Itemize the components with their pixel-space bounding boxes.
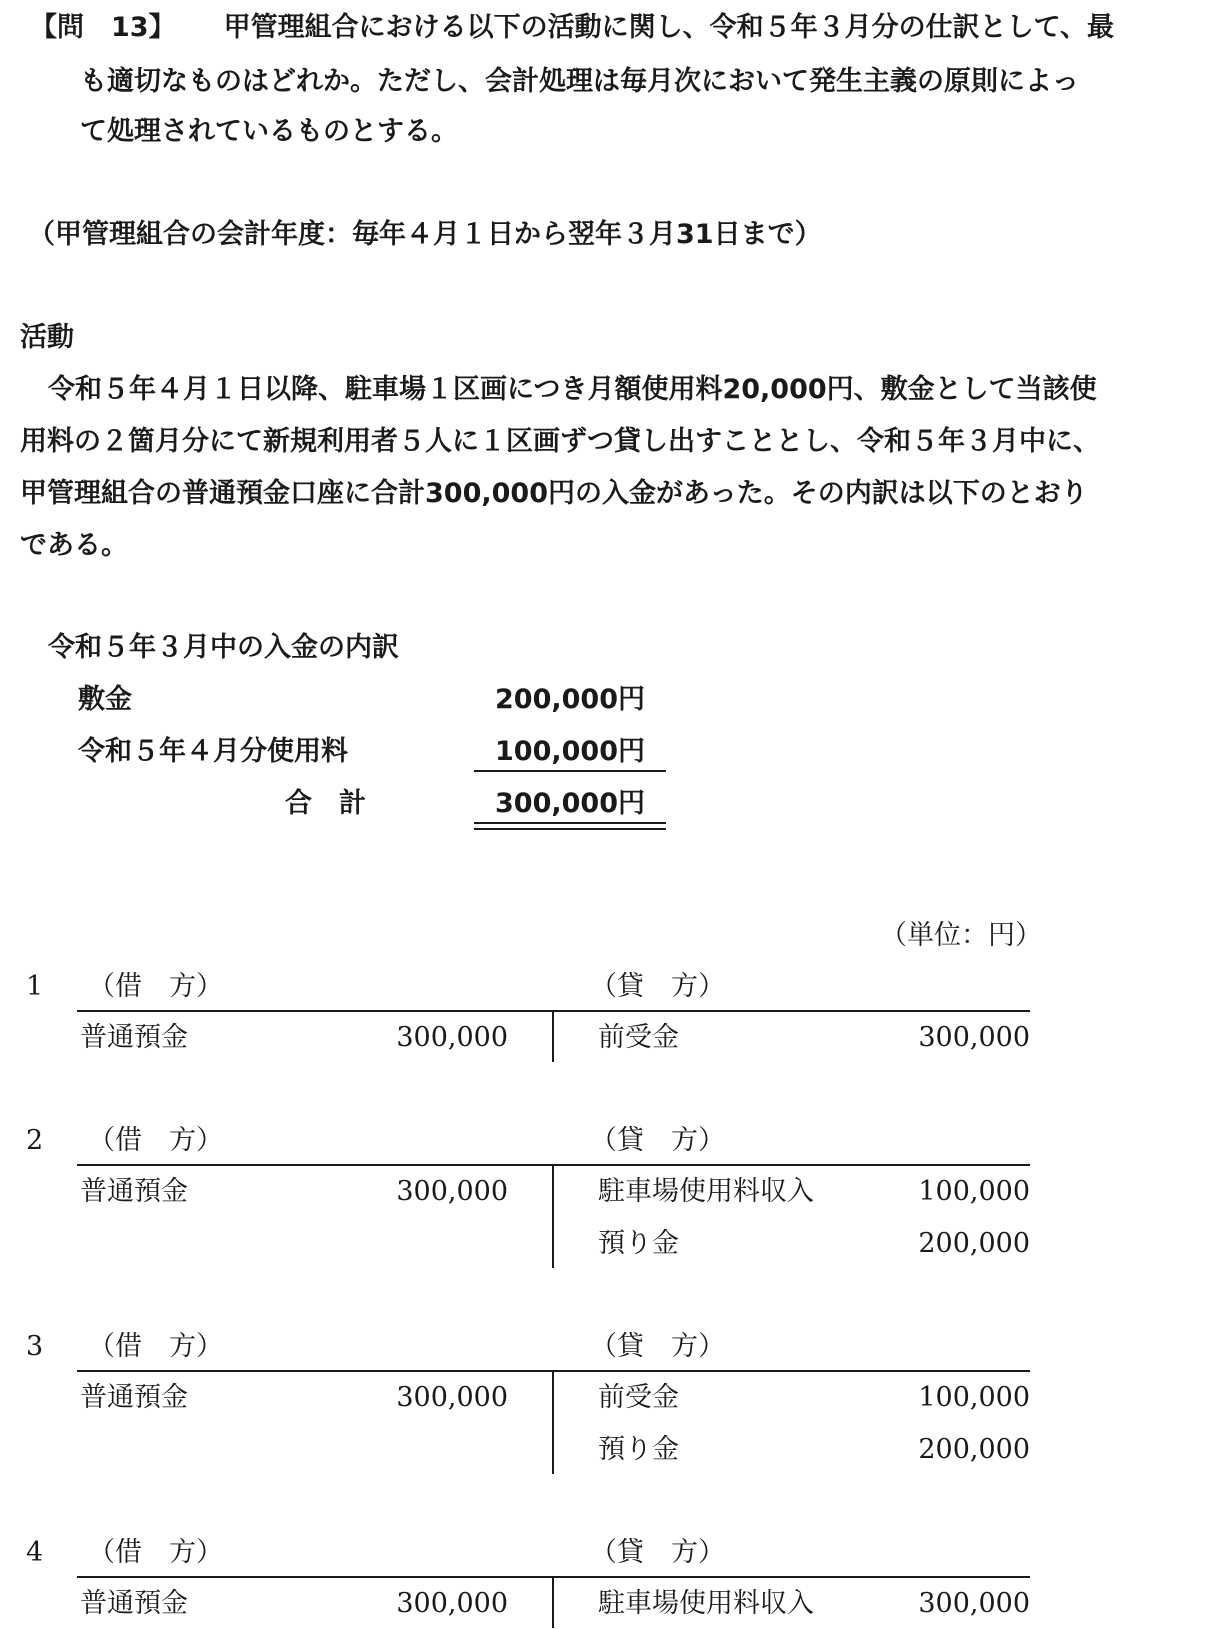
option-1-divider: [552, 1010, 554, 1062]
option-4-credit-header: （貸 方）: [590, 1537, 725, 1568]
option-4-debit-account: 普通預金: [80, 1588, 188, 1619]
option-3-debit-amount: 300,000: [396, 1382, 508, 1413]
activity-line-4: である。: [20, 530, 128, 561]
option-1-debit-account: 普通預金: [80, 1022, 188, 1053]
option-2-credit-amount-1: 100,000: [918, 1176, 1030, 1207]
breakdown-label-fee: 令和５年４月分使用料: [78, 736, 348, 767]
question-line-1: [30, 8, 1114, 48]
option-3-credit-amount-2: 200,000: [918, 1434, 1030, 1465]
option-2-credit-account-2: 預り金: [598, 1228, 679, 1259]
option-2-debit-amount: 300,000: [396, 1176, 508, 1207]
question-text-1: 甲管理組合における以下の活動に関し、令和５年３月分の仕訳として、最: [223, 12, 1115, 43]
unit-label: （単位：円）: [880, 920, 1042, 951]
breakdown-amount-deposit: 200,000円: [495, 684, 645, 715]
option-3-credit-header: （貸 方）: [590, 1331, 725, 1362]
fiscal-year-note: （甲管理組合の会計年度：毎年４月１日から翌年３月31日まで）: [28, 219, 822, 250]
option-2-divider: [552, 1164, 554, 1268]
option-4-number: 4: [26, 1537, 44, 1568]
option-2-debit-account: 普通預金: [80, 1176, 188, 1207]
breakdown-underline: [474, 770, 666, 772]
breakdown-double-underline-bottom: [474, 828, 666, 830]
option-3-number: 3: [26, 1331, 44, 1362]
option-2-credit-header: （貸 方）: [590, 1125, 725, 1156]
option-3-credit-amount-1: 100,000: [918, 1382, 1030, 1413]
breakdown-amount-fee: 100,000円: [495, 736, 645, 767]
activity-line-3: 甲管理組合の普通預金口座に合計300,000円の入金があった。その内訳は以下のとおり: [20, 478, 1088, 509]
option-1-number: 1: [26, 971, 44, 1002]
option-1-credit-amount: 300,000: [918, 1022, 1030, 1053]
question-line-2: も適切なものはどれか。ただし、会計処理は毎月次において発生主義の原則によっ: [80, 66, 1079, 97]
option-1-credit-header: （貸 方）: [590, 971, 725, 1002]
option-1-debit-amount: 300,000: [396, 1022, 508, 1053]
option-2-debit-header: （借 方）: [88, 1125, 223, 1156]
question-number: 【問 13】: [30, 12, 176, 43]
option-1-credit-account: 前受金: [598, 1022, 679, 1053]
breakdown-total-label: 合 計: [285, 788, 366, 819]
breakdown-title: 令和５年３月中の入金の内訳: [48, 632, 399, 663]
activity-line-1: 令和５年４月１日以降、駐車場１区画につき月額使用料20,000円、敷金として当該使: [48, 374, 1097, 405]
option-4-credit-account: 駐車場使用料収入: [598, 1588, 814, 1619]
option-4-debit-amount: 300,000: [396, 1588, 508, 1619]
option-2-number: 2: [26, 1125, 44, 1156]
breakdown-total-amount: 300,000円: [495, 788, 645, 819]
option-3-debit-account: 普通預金: [80, 1382, 188, 1413]
option-2-credit-account-1: 駐車場使用料収入: [598, 1176, 814, 1207]
option-3-credit-account-1: 前受金: [598, 1382, 679, 1413]
question-line-3: て処理されているものとする。: [80, 116, 458, 147]
option-3-credit-account-2: 預り金: [598, 1434, 679, 1465]
option-4-divider: [552, 1576, 554, 1628]
activity-heading: 活動: [20, 322, 74, 353]
option-3-debit-header: （借 方）: [88, 1331, 223, 1362]
option-4-credit-amount: 300,000: [918, 1588, 1030, 1619]
option-3-divider: [552, 1370, 554, 1474]
activity-line-2: 用料の２箇月分にて新規利用者５人に１区画ずつ貸し出すこととし、令和５年３月中に、: [20, 426, 1100, 457]
option-1-debit-header: （借 方）: [88, 971, 223, 1002]
option-4-debit-header: （借 方）: [88, 1537, 223, 1568]
breakdown-label-deposit: 敷金: [78, 684, 132, 715]
option-2-credit-amount-2: 200,000: [918, 1228, 1030, 1259]
breakdown-double-underline-top: [474, 822, 666, 824]
